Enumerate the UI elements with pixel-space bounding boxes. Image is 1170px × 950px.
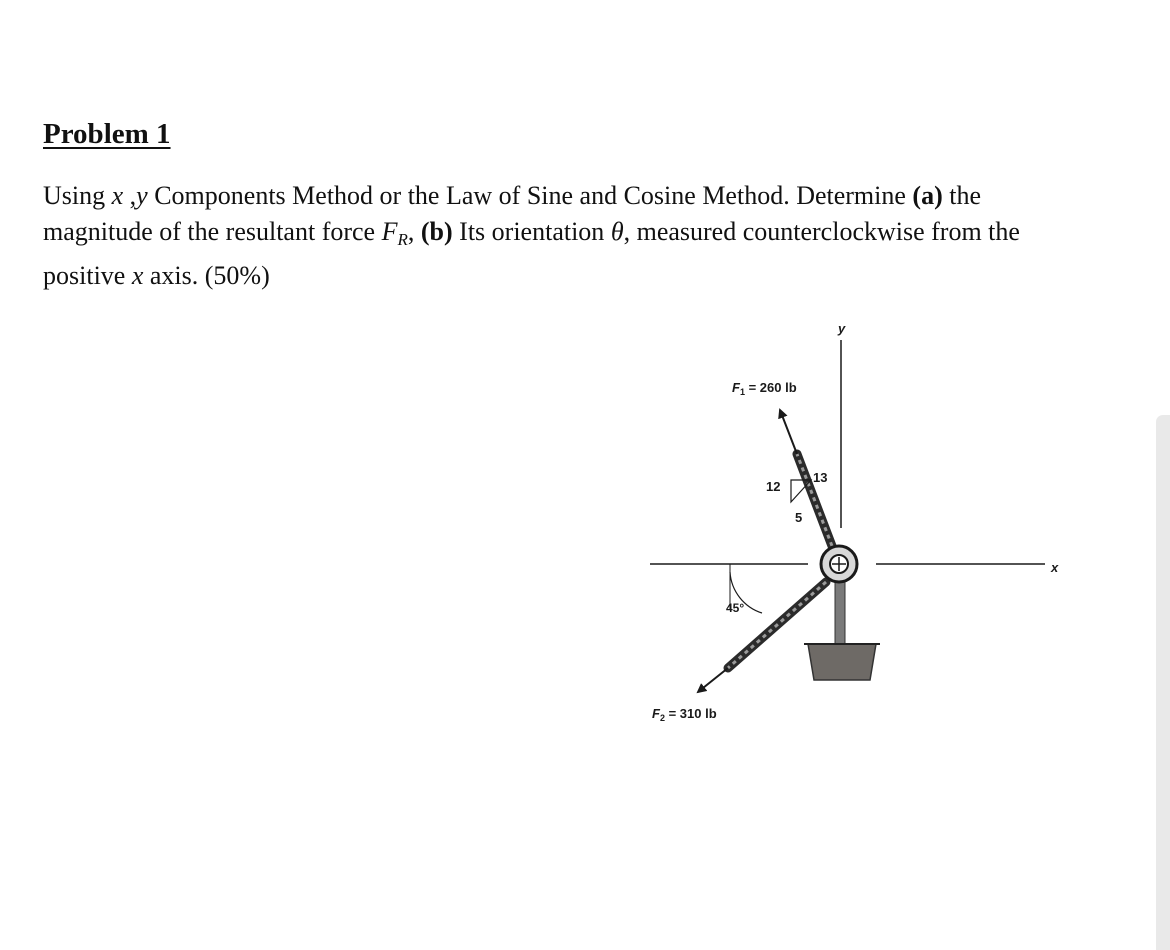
- force-diagram: [640, 310, 1080, 760]
- problem-statement: [43, 178, 1133, 294]
- force-diagram-svg: [640, 310, 1080, 760]
- y-axis-label: y: [838, 321, 846, 336]
- f1-label: $F_1 = 260$ lb: [732, 380, 797, 397]
- slope-run-label: 5: [795, 510, 803, 525]
- f2-arrow: [698, 668, 728, 692]
- slope-rise-label: 12: [766, 479, 781, 494]
- part-a-label: (a): [912, 181, 943, 210]
- x-axis-label: x: [1051, 560, 1059, 575]
- statement-line-3: positive x axis. (50%): [43, 261, 270, 290]
- f1-arrow: [780, 410, 797, 454]
- f2-label: $F_2 = 310$ lb: [652, 706, 717, 723]
- statement-line-1: Using x ,y Components Method or the Law of Sine and Cosine Method. Determine (a) the: [43, 181, 982, 210]
- statement-line-2: magnitude of the resultant force $F_R$, (b) Its orientation θ, measured counterclockwise from the: [43, 217, 1020, 249]
- angle-label: 45°: [726, 601, 745, 615]
- part-b-label: (b): [420, 217, 453, 246]
- support-base: [808, 644, 876, 680]
- problem-heading: Problem 1: [43, 118, 171, 150]
- vertical-scrollbar[interactable]: [1156, 415, 1170, 950]
- slope-hyp-label: 13: [813, 470, 828, 485]
- support-post: [835, 582, 845, 646]
